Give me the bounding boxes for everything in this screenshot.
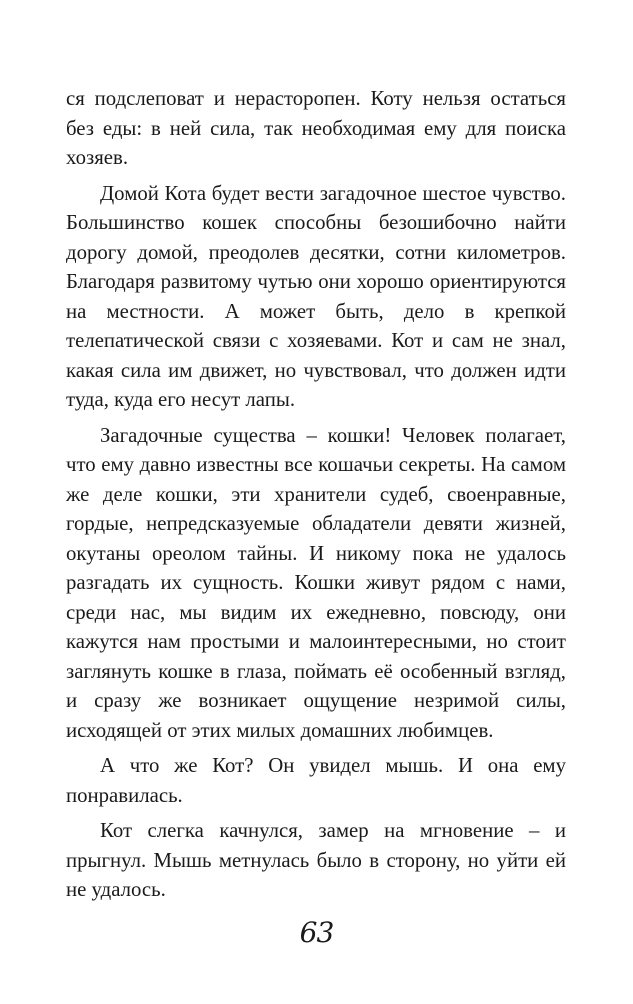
paragraph-4: А что же Кот? Он увидел мышь. И она ему понравилась. (66, 754, 566, 807)
body-text (66, 84, 566, 911)
page-number: 63 (299, 916, 334, 949)
paragraph-2: Домой Кота будет вести загадочное шестое чувство. Большинство кошек способны безошибочно найти дорогу домой, преодолев десятки, сотни километров. Благодаря развитому чутью они хорошо ориентируются на местности. А может быть, дело в крепкой телепатической связи с хозяевами. Кот и сам не знал, какая сила им движет, но чувствовал, что должен идти туда, куда его несут лапы. (66, 181, 566, 411)
paragraph-5: Кот слегка качнулся, замер на мгновение – и прыгнул. Мышь метнулась было в сторону, но уйти ей не удалось. (66, 819, 566, 901)
paragraph-1: ся подслеповат и нерасторопен. Коту нельзя остаться без еды: в ней сила, так необходимая ему для поиска хозяев. (66, 87, 566, 169)
paragraph-3: Загадочные существа – кошки! Человек полагает, что ему давно известны все кошачьи секреты. На самом же деле кошки, эти хранители судеб, своенравные, гордые, непредсказуемые обладатели девяти жизней, окутаны ореолом тайны. И никому пока не удалось разгадать их сущность. Кошки живут рядом с нами, среди нас, мы видим их ежедневно, повсюду, они кажутся нам простыми и малоинтересными, но стоит заглянуть кошке в глаза, поймать её особенный взгляд, и сразу же возникает ощущение незримой силы, исходящей от этих милых домашних любимцев. (66, 423, 566, 742)
